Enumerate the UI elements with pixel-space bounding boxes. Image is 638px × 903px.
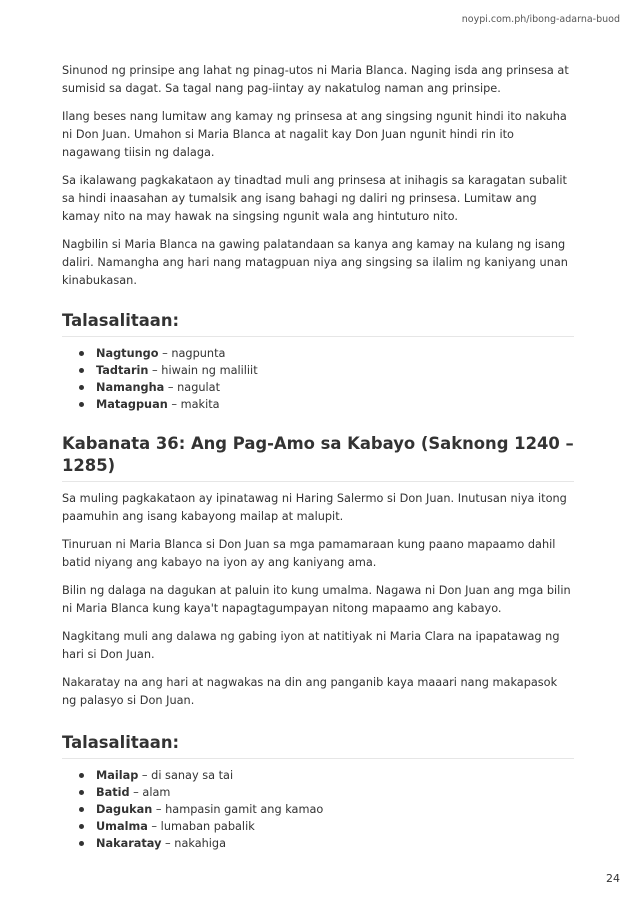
vocab-term: Mailap	[96, 769, 139, 782]
vocab-definition: – nagpunta	[158, 347, 226, 360]
vocab-term: Nagtungo	[96, 347, 159, 360]
vocab-item	[79, 784, 574, 801]
vocab-list	[62, 767, 574, 852]
bullet-icon	[79, 385, 84, 390]
vocab-term: Matagpuan	[96, 398, 168, 411]
bullet-icon	[79, 351, 84, 356]
chapter-heading: Kabanata 36: Ang Pag-Amo sa Kabayo (Saknong 1240 – 1285)	[62, 434, 574, 475]
vocab-item	[79, 362, 574, 379]
paragraph: Sa ikalawang pagkakataon ay tinadtad muli ang prinsesa at inihagis sa karagatan subalit sa hindi inaasahan ay tumalsik ang isang bahagi ng daliri ng prinsesa. Lumitaw ang kamay nito na may hawak na singsing ngunit wala ang hintuturo nito.	[62, 174, 567, 223]
paragraph: Nagbilin si Maria Blanca na gawing palatandaan sa kanya ang kamay na kulang ng isang daliri. Namangha ang hari nang matagpuan niya ang singsing sa ilalim ng kaniyang unan kinabukasan.	[62, 238, 568, 287]
vocab-item	[79, 396, 574, 413]
bullet-icon	[79, 368, 84, 373]
paragraph: Sinunod ng prinsipe ang lahat ng pinag-utos ni Maria Blanca. Naging isda ang prinsesa at sumisid sa dagat. Sa tagal nang pag-iintay ay nakatulog naman ang prinsipe.	[62, 64, 569, 95]
vocab-item	[79, 767, 574, 784]
bullet-icon	[79, 824, 84, 829]
vocab-definition: – hiwain ng maliliit	[148, 364, 258, 377]
paragraph: Tinuruan ni Maria Blanca si Don Juan sa mga pamamaraan kung paano mapaamo dahil batid niyang ang kabayo na iyon ay ang kaniyang ama.	[62, 538, 556, 569]
bullet-icon	[79, 402, 84, 407]
vocab-list	[62, 345, 574, 413]
paragraph: Ilang beses nang lumitaw ang kamay ng prinsesa at ang singsing ngunit hindi ito nakuha ni Don Juan. Umahon si Maria Blanca at nagalit kay Don Juan ngunit hindi rin ito nagawang tiisin ng dalaga.	[62, 110, 567, 159]
vocab-definition: – hampasin gamit ang kamao	[152, 803, 324, 816]
vocab-definition: – makita	[167, 398, 220, 411]
bullet-icon	[79, 841, 84, 846]
page-content	[62, 62, 574, 862]
page-number: 24	[606, 872, 620, 885]
vocab-item	[79, 379, 574, 396]
vocab-definition: – di sanay sa tai	[138, 769, 234, 782]
vocab-term: Nakaratay	[96, 837, 162, 850]
vocab-definition: – alam	[129, 786, 171, 799]
vocab-definition: – nakahiga	[161, 837, 227, 850]
heading-divider	[62, 481, 574, 482]
vocab-term: Namangha	[96, 381, 165, 394]
paragraph: Sa muling pagkakataon ay ipinatawag ni Haring Salermo si Don Juan. Inutusan niya itong paamuhin ang isang kabayong mailap at malupit.	[62, 492, 567, 523]
source-url: noypi.com.ph/ibong-adarna-buod	[461, 14, 620, 25]
vocab-item	[79, 801, 574, 818]
bullet-icon	[79, 773, 84, 778]
vocab-term: Umalma	[96, 820, 148, 833]
heading-divider	[62, 336, 574, 337]
bullet-icon	[79, 790, 84, 795]
vocab-term: Tadtarin	[96, 364, 149, 377]
heading-divider	[62, 758, 574, 759]
vocab-term: Batid	[96, 786, 130, 799]
bullet-icon	[79, 807, 84, 812]
vocab-heading: Talasalitaan:	[62, 311, 180, 330]
vocab-item	[79, 818, 574, 835]
vocab-item	[79, 345, 574, 362]
vocab-term: Dagukan	[96, 803, 153, 816]
vocab-heading: Talasalitaan:	[62, 733, 180, 752]
vocab-definition: – lumaban pabalik	[147, 820, 255, 833]
paragraph: Bilin ng dalaga na dagukan at paluin ito kung umalma. Nagawa ni Don Juan ang mga bilin ni Maria Blanca kung kaya't napagtagumpayan nitong mapaamo ang kabayo.	[62, 584, 571, 615]
paragraph: Nakaratay na ang hari at nagwakas na din ang panganib kaya maaari nang makapasok ng palasyo si Don Juan.	[62, 676, 558, 707]
paragraph: Nagkitang muli ang dalawa ng gabing iyon at natitiyak ni Maria Clara na ipapatawag ng hari si Don Juan.	[62, 630, 560, 661]
vocab-item	[79, 835, 574, 852]
vocab-definition: – nagulat	[164, 381, 221, 394]
